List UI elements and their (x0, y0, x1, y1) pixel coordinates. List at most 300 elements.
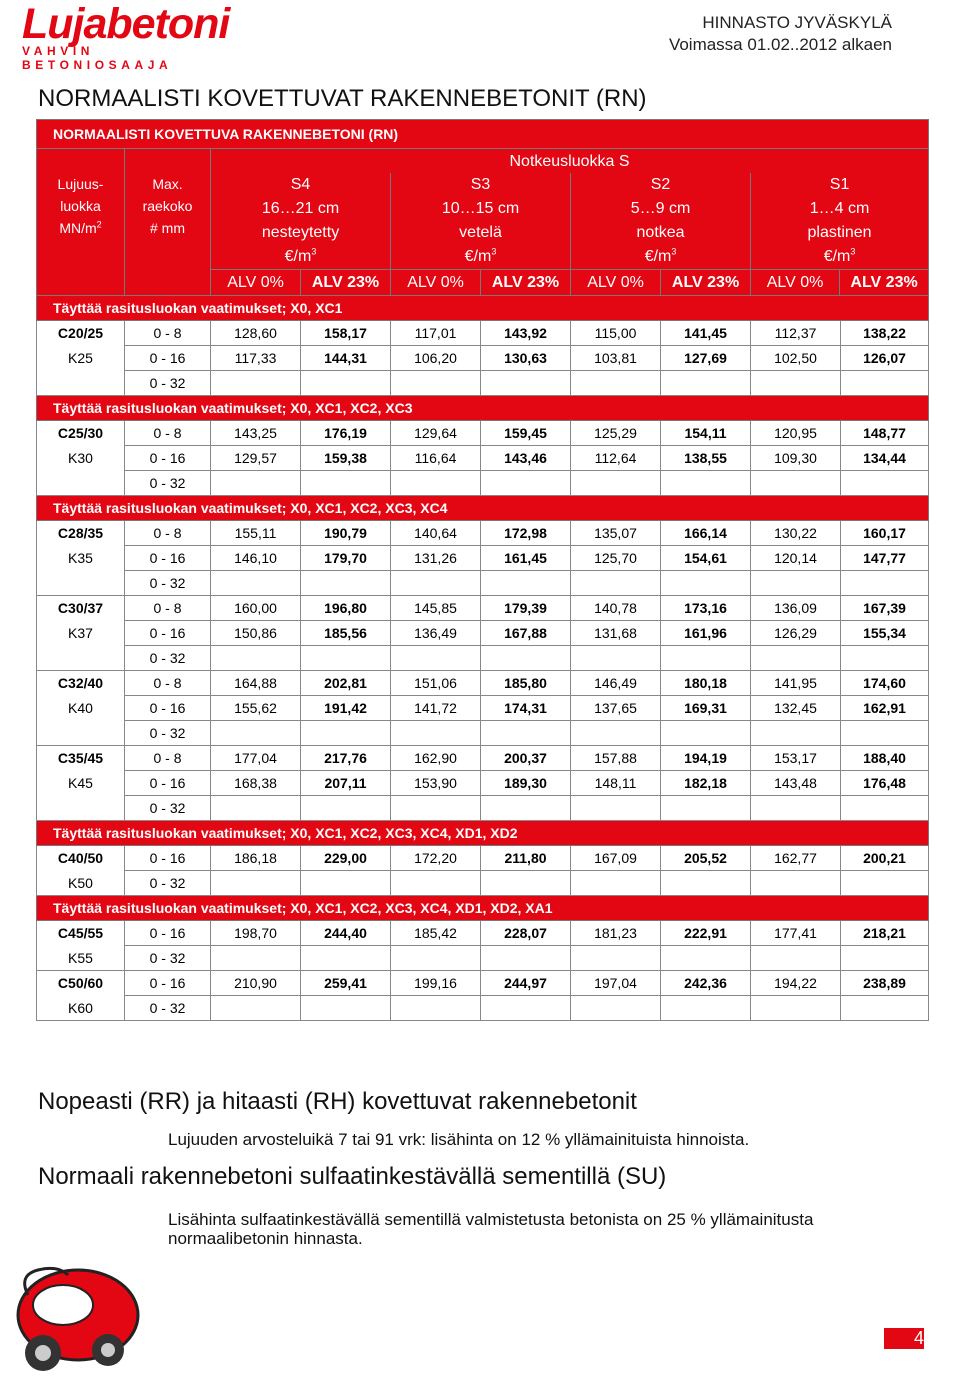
price-vat23-cell (301, 471, 391, 496)
price-vat0-cell: 140,64 (391, 521, 481, 546)
price-vat23-cell (301, 646, 391, 671)
price-vat0-cell: 143,48 (751, 771, 841, 796)
price-vat0-cell (571, 796, 661, 821)
vat-row (391, 269, 570, 295)
pricelist-title: HINNASTO JYVÄSKYLÄ (702, 13, 892, 32)
class-name: vetelä (459, 224, 502, 241)
price-vat23-cell: 138,55 (661, 446, 751, 471)
aggregate-cell: 0 - 16 (125, 846, 211, 871)
price-vat0-cell (391, 946, 481, 971)
price-vat0-cell: 130,22 (751, 521, 841, 546)
table-row (37, 596, 929, 621)
unit: €/m (823, 248, 851, 265)
price-vat0-cell: 132,45 (751, 696, 841, 721)
price-vat0-cell: 146,49 (571, 671, 661, 696)
aggregate-cell: 0 - 16 (125, 446, 211, 471)
strength-class-cell (37, 796, 125, 821)
aggregate-cell: 0 - 8 (125, 671, 211, 696)
price-vat23-cell (301, 571, 391, 596)
price-vat23-cell: 191,42 (301, 696, 391, 721)
price-vat0-cell (571, 371, 661, 396)
price-vat23-cell: 217,76 (301, 746, 391, 771)
vat-23-label: ALV 23% (671, 274, 740, 291)
price-vat23-cell: 244,97 (481, 971, 571, 996)
table-row (37, 671, 929, 696)
price-vat23-cell: 134,44 (841, 446, 929, 471)
price-vat0-cell: 186,18 (211, 846, 301, 871)
table-row (37, 421, 929, 446)
price-vat23-cell: 148,77 (841, 421, 929, 446)
consistency-header (211, 149, 929, 296)
aggregate-cell: 0 - 8 (125, 746, 211, 771)
price-vat23-cell: 159,45 (481, 421, 571, 446)
price-vat23-cell: 259,41 (301, 971, 391, 996)
price-vat0-cell (751, 721, 841, 746)
price-vat0-cell: 197,04 (571, 971, 661, 996)
unit-sup: 3 (311, 246, 317, 257)
price-vat23-cell: 244,40 (301, 921, 391, 946)
strength-class-cell (37, 571, 125, 596)
class-name: plastinen (807, 224, 872, 241)
section-title-row (37, 821, 929, 846)
price-vat0-cell: 167,09 (571, 846, 661, 871)
price-vat23-cell (841, 796, 929, 821)
table-row (37, 946, 929, 971)
class-code: S4 (290, 176, 311, 193)
section-title-row (37, 496, 929, 521)
unit-sup: 3 (850, 246, 856, 257)
price-vat23-cell: 228,07 (481, 921, 571, 946)
aggregate-cell: 0 - 32 (125, 471, 211, 496)
price-vat23-cell (481, 996, 571, 1021)
price-vat0-cell: 120,95 (751, 421, 841, 446)
price-vat0-cell (571, 646, 661, 671)
band-title-row (37, 120, 929, 149)
price-vat23-cell: 143,46 (481, 446, 571, 471)
price-vat23-cell: 238,89 (841, 971, 929, 996)
price-vat23-cell: 126,07 (841, 346, 929, 371)
price-vat0-cell: 160,00 (211, 596, 301, 621)
aggregate-header-l2: raekoko (142, 198, 193, 214)
price-vat0-cell: 116,64 (391, 446, 481, 471)
strength-class-cell: K45 (37, 771, 125, 796)
strength-class-cell: K55 (37, 946, 125, 971)
unit-label (571, 245, 750, 269)
strength-class-cell: C28/35 (37, 521, 125, 546)
strength-class-cell: C30/37 (37, 596, 125, 621)
strength-header-l1: Lujuus- (57, 176, 104, 192)
price-vat23-cell: 194,19 (661, 746, 751, 771)
price-vat23-cell (661, 946, 751, 971)
strength-class-cell (37, 721, 125, 746)
price-vat23-cell: 162,91 (841, 696, 929, 721)
price-vat23-cell (841, 471, 929, 496)
table-row (37, 546, 929, 571)
table-row (37, 796, 929, 821)
price-vat23-cell: 176,19 (301, 421, 391, 446)
price-vat0-cell: 155,62 (211, 696, 301, 721)
price-vat23-cell: 158,17 (301, 321, 391, 346)
price-vat23-cell (661, 371, 751, 396)
price-vat23-cell: 154,61 (661, 546, 751, 571)
price-vat23-cell: 189,30 (481, 771, 571, 796)
table-row (37, 696, 929, 721)
price-vat0-cell (751, 471, 841, 496)
unit: €/m (284, 248, 312, 265)
table-row (37, 371, 929, 396)
price-vat0-cell: 162,90 (391, 746, 481, 771)
price-vat23-cell: 229,00 (301, 846, 391, 871)
price-vat0-cell: 136,09 (751, 596, 841, 621)
price-vat23-cell: 166,14 (661, 521, 751, 546)
unit-sup: 3 (671, 246, 677, 257)
price-vat23-cell: 169,31 (661, 696, 751, 721)
aggregate-cell: 0 - 16 (125, 771, 211, 796)
price-vat0-cell: 131,68 (571, 621, 661, 646)
price-vat0-cell: 131,26 (391, 546, 481, 571)
price-vat0-cell: 181,23 (571, 921, 661, 946)
aggregate-cell: 0 - 32 (125, 946, 211, 971)
price-vat23-cell: 242,36 (661, 971, 751, 996)
strength-class-cell (37, 646, 125, 671)
price-vat23-cell: 173,16 (661, 596, 751, 621)
price-vat0-cell (571, 571, 661, 596)
price-vat0-cell (211, 946, 301, 971)
price-vat0-cell (211, 796, 301, 821)
strength-class-cell (37, 471, 125, 496)
price-vat0-cell (751, 646, 841, 671)
consistency-classes (211, 173, 928, 295)
price-vat23-cell (661, 871, 751, 896)
table-row (37, 746, 929, 771)
unit-label (211, 245, 390, 269)
strength-class-cell (37, 371, 125, 396)
price-vat0-cell: 194,22 (751, 971, 841, 996)
price-vat23-cell: 188,40 (841, 746, 929, 771)
price-vat23-cell: 161,45 (481, 546, 571, 571)
price-vat0-cell: 150,86 (211, 621, 301, 646)
price-vat0-cell (751, 871, 841, 896)
price-vat23-cell (481, 796, 571, 821)
strength-class-cell: C32/40 (37, 671, 125, 696)
price-vat0-cell (751, 571, 841, 596)
strength-class-header (37, 149, 125, 296)
aggregate-cell: 0 - 16 (125, 971, 211, 996)
price-vat23-cell: 200,37 (481, 746, 571, 771)
price-vat0-cell (751, 996, 841, 1021)
price-vat0-cell: 135,07 (571, 521, 661, 546)
aggregate-cell: 0 - 16 (125, 621, 211, 646)
section-title: Täyttää rasitusluokan vaatimukset; X0, XC1, XC2, XC3, XC4, XD1, XD2, XA1 (37, 896, 929, 921)
class-code: S3 (470, 176, 491, 193)
price-vat0-cell: 146,10 (211, 546, 301, 571)
strength-class-cell: C40/50 (37, 846, 125, 871)
price-vat0-cell: 125,29 (571, 421, 661, 446)
strength-header-l3 (37, 217, 124, 239)
price-vat23-cell (841, 721, 929, 746)
table-row (37, 646, 929, 671)
price-vat23-cell: 179,39 (481, 596, 571, 621)
price-vat23-cell (661, 471, 751, 496)
price-vat23-cell: 143,92 (481, 321, 571, 346)
aggregate-cell: 0 - 32 (125, 996, 211, 1021)
class-range: 1…4 cm (809, 200, 870, 217)
price-vat23-cell (841, 996, 929, 1021)
price-vat0-cell: 103,81 (571, 346, 661, 371)
aggregate-cell: 0 - 32 (125, 796, 211, 821)
section-title: Täyttää rasitusluokan vaatimukset; X0, XC1, XC2, XC3 (37, 396, 929, 421)
price-vat0-cell (211, 996, 301, 1021)
price-vat23-cell: 174,60 (841, 671, 929, 696)
unit: €/m (464, 248, 492, 265)
unit-label (751, 245, 928, 269)
price-vat23-cell: 159,38 (301, 446, 391, 471)
price-vat23-cell (661, 571, 751, 596)
price-vat0-cell: 155,11 (211, 521, 301, 546)
strength-unit: MN/m (59, 220, 97, 236)
aggregate-cell: 0 - 16 (125, 546, 211, 571)
price-vat0-cell (571, 946, 661, 971)
price-vat23-cell (481, 471, 571, 496)
price-vat23-cell: 167,88 (481, 621, 571, 646)
price-vat23-cell: 176,48 (841, 771, 929, 796)
price-vat23-cell: 196,80 (301, 596, 391, 621)
price-vat23-cell: 179,70 (301, 546, 391, 571)
price-vat23-cell: 154,11 (661, 421, 751, 446)
mixer-truck-mascot (8, 1255, 148, 1380)
strength-class-cell: C20/25 (37, 321, 125, 346)
price-vat23-cell: 161,96 (661, 621, 751, 646)
price-vat0-cell: 102,50 (751, 346, 841, 371)
aggregate-cell: 0 - 32 (125, 721, 211, 746)
su-text: Lisähinta sulfaatinkestävällä sementillä valmistetusta betonista on 25 % yllämainitusta normaalibetonin hinnasta. (168, 1210, 814, 1248)
class-code: S1 (829, 176, 850, 193)
price-vat0-cell: 162,77 (751, 846, 841, 871)
vat-row (211, 269, 390, 295)
aggregate-header-l3: # mm (150, 220, 185, 236)
price-vat23-cell: 172,98 (481, 521, 571, 546)
price-vat23-cell (301, 946, 391, 971)
price-vat23-cell (481, 871, 571, 896)
price-vat0-cell (751, 946, 841, 971)
header-info (669, 12, 892, 56)
price-vat0-cell (211, 471, 301, 496)
table-row (37, 871, 929, 896)
price-table (36, 119, 929, 1021)
table-row (37, 571, 929, 596)
price-vat23-cell: 190,79 (301, 521, 391, 546)
price-vat0-cell (571, 996, 661, 1021)
strength-class-cell: K60 (37, 996, 125, 1021)
strength-header-l2: luokka (60, 198, 101, 214)
price-vat0-cell: 136,49 (391, 621, 481, 646)
aggregate-cell: 0 - 32 (125, 871, 211, 896)
strength-class-cell: K37 (37, 621, 125, 646)
price-vat23-cell: 155,34 (841, 621, 929, 646)
price-vat23-cell: 147,77 (841, 546, 929, 571)
strength-unit-sup: 2 (96, 219, 102, 230)
aggregate-header-l1: Max. (152, 176, 183, 192)
unit: €/m (644, 248, 672, 265)
table-row (37, 921, 929, 946)
class-range: 5…9 cm (630, 200, 691, 217)
price-vat0-cell: 153,17 (751, 746, 841, 771)
price-vat0-cell (751, 371, 841, 396)
price-vat23-cell (661, 721, 751, 746)
unit-sup: 3 (491, 246, 497, 257)
aggregate-cell: 0 - 32 (125, 371, 211, 396)
price-vat23-cell: 141,45 (661, 321, 751, 346)
price-vat0-cell: 143,25 (211, 421, 301, 446)
strength-class-cell: K50 (37, 871, 125, 896)
price-vat23-cell (661, 996, 751, 1021)
price-vat0-cell: 115,00 (571, 321, 661, 346)
table-row (37, 621, 929, 646)
aggregate-cell: 0 - 32 (125, 646, 211, 671)
class-code: S2 (650, 176, 671, 193)
price-vat23-cell (301, 796, 391, 821)
price-vat23-cell: 160,17 (841, 521, 929, 546)
table-row (37, 521, 929, 546)
page-number: 4 (884, 1328, 924, 1349)
band-title: NORMAALISTI KOVETTUVA RAKENNEBETONI (RN) (37, 120, 929, 149)
price-vat23-cell: 185,80 (481, 671, 571, 696)
logo-tagline: VAHVIN BETONIOSAAJA (22, 44, 173, 72)
price-vat0-cell (391, 871, 481, 896)
price-vat0-cell: 129,57 (211, 446, 301, 471)
price-vat23-cell (301, 721, 391, 746)
price-vat0-cell (571, 721, 661, 746)
mascot-icon (8, 1255, 148, 1380)
price-vat0-cell: 141,95 (751, 671, 841, 696)
price-vat0-cell: 157,88 (571, 746, 661, 771)
price-vat0-cell (391, 471, 481, 496)
header-block (37, 149, 929, 296)
aggregate-header (125, 149, 211, 296)
price-vat23-cell (661, 646, 751, 671)
table-row (37, 446, 929, 471)
section-title-row (37, 296, 929, 321)
price-vat23-cell (481, 371, 571, 396)
price-vat23-cell: 130,63 (481, 346, 571, 371)
valid-from: Voimassa 01.02..2012 alkaen (668, 35, 892, 54)
price-vat23-cell (301, 871, 391, 896)
price-vat0-cell: 129,64 (391, 421, 481, 446)
vat-row (571, 269, 750, 295)
price-vat23-cell (841, 946, 929, 971)
price-vat0-cell: 151,06 (391, 671, 481, 696)
price-vat0-cell: 199,16 (391, 971, 481, 996)
price-vat0-cell: 137,65 (571, 696, 661, 721)
aggregate-cell: 0 - 16 (125, 346, 211, 371)
table-row (37, 971, 929, 996)
lujabetoni-logo (22, 0, 244, 72)
price-vat23-cell (661, 796, 751, 821)
price-vat0-cell: 148,11 (571, 771, 661, 796)
strength-class-cell: C35/45 (37, 746, 125, 771)
price-vat0-cell: 164,88 (211, 671, 301, 696)
section-title: Täyttää rasitusluokan vaatimukset; X0, XC1, XC2, XC3, XC4, XD1, XD2 (37, 821, 929, 846)
price-vat0-cell (391, 996, 481, 1021)
price-vat0-cell (211, 571, 301, 596)
strength-class-cell: C45/55 (37, 921, 125, 946)
price-vat23-cell (481, 946, 571, 971)
price-vat0-cell (391, 721, 481, 746)
table-row (37, 996, 929, 1021)
section-title: Täyttää rasitusluokan vaatimukset; X0, XC1, XC2, XC3, XC4 (37, 496, 929, 521)
price-vat0-cell: 117,33 (211, 346, 301, 371)
consistency-title: Notkeusluokka S (509, 153, 630, 170)
price-vat0-cell: 106,20 (391, 346, 481, 371)
price-vat0-cell (211, 871, 301, 896)
price-vat0-cell: 109,30 (751, 446, 841, 471)
price-vat0-cell (391, 371, 481, 396)
aggregate-cell: 0 - 8 (125, 596, 211, 621)
class-header-s4 (211, 173, 391, 295)
price-vat0-cell: 198,70 (211, 921, 301, 946)
price-vat23-cell (301, 996, 391, 1021)
vat-0-label: ALV 0% (391, 270, 481, 295)
price-vat0-cell: 120,14 (751, 546, 841, 571)
price-vat23-cell: 144,31 (301, 346, 391, 371)
price-vat23-cell: 174,31 (481, 696, 571, 721)
price-vat0-cell (211, 371, 301, 396)
price-vat23-cell (481, 571, 571, 596)
class-header-s2 (571, 173, 751, 295)
price-vat0-cell: 112,64 (571, 446, 661, 471)
class-name: nesteytetty (261, 224, 340, 241)
price-vat0-cell (211, 721, 301, 746)
class-range: 16…21 cm (261, 200, 340, 217)
strength-class-cell: K25 (37, 346, 125, 371)
price-vat23-cell (841, 871, 929, 896)
price-vat23-cell (841, 371, 929, 396)
aggregate-cell: 0 - 8 (125, 521, 211, 546)
aggregate-cell: 0 - 8 (125, 321, 211, 346)
price-vat0-cell (751, 796, 841, 821)
price-vat0-cell: 153,90 (391, 771, 481, 796)
price-vat23-cell (841, 646, 929, 671)
price-vat0-cell: 126,29 (751, 621, 841, 646)
class-name: notkea (636, 224, 685, 241)
strength-class-cell: C50/60 (37, 971, 125, 996)
price-vat0-cell: 172,20 (391, 846, 481, 871)
su-heading: Normaali rakennebetoni sulfaatinkestävällä sementillä (SU) (38, 1163, 667, 1190)
vat-23-label: ALV 23% (850, 274, 918, 291)
vat-0-label: ALV 0% (571, 270, 661, 295)
price-vat0-cell: 145,85 (391, 596, 481, 621)
price-vat23-cell: 200,21 (841, 846, 929, 871)
table-row (37, 471, 929, 496)
aggregate-cell: 0 - 8 (125, 421, 211, 446)
price-vat0-cell: 177,04 (211, 746, 301, 771)
price-vat0-cell (391, 796, 481, 821)
vat-23-label: ALV 23% (491, 274, 560, 291)
price-vat0-cell (571, 471, 661, 496)
section-title-row (37, 396, 929, 421)
price-vat23-cell: 222,91 (661, 921, 751, 946)
strength-class-cell: K40 (37, 696, 125, 721)
table-row (37, 846, 929, 871)
section-title: Täyttää rasitusluokan vaatimukset; X0, XC1 (37, 296, 929, 321)
price-vat0-cell (211, 646, 301, 671)
unit-label (391, 245, 570, 269)
rr-rh-heading: Nopeasti (RR) ja hitaasti (RH) kovettuvat rakennebetonit (38, 1088, 637, 1115)
price-vat23-cell (481, 646, 571, 671)
price-vat0-cell (391, 646, 481, 671)
price-vat23-cell: 138,22 (841, 321, 929, 346)
table-row (37, 346, 929, 371)
